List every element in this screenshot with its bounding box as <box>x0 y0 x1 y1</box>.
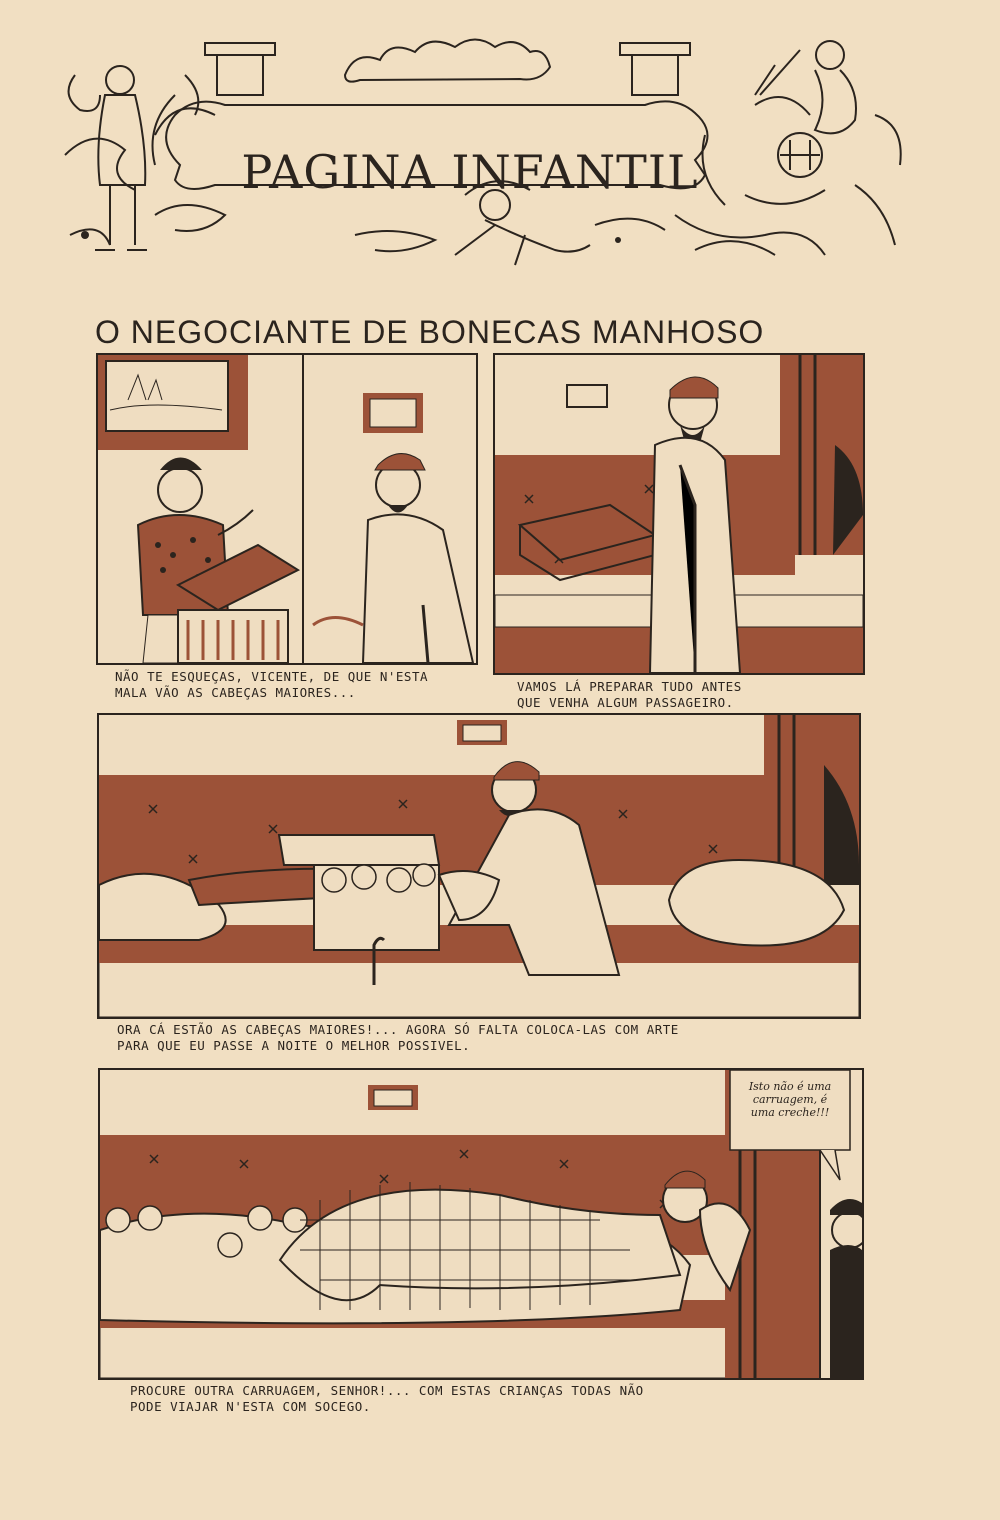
bubble-line: carruagem, é <box>752 1093 828 1106</box>
caption-line: PARA QUE EU PASSE A NOITE O MELHOR POSSIVEL. <box>117 1038 471 1053</box>
panel-1-illustration-icon <box>98 355 476 663</box>
caption-line: QUE VENHA ALGUM PASSAGEIRO. <box>517 695 734 710</box>
comic-panel-2 <box>493 353 865 675</box>
panel-4-caption <box>130 1383 870 1415</box>
bubble-line: Isto não é uma <box>748 1080 832 1093</box>
header-title: PAGINA INFANTIL <box>241 145 699 199</box>
panel-3-caption <box>117 1022 877 1054</box>
caption-line: NÃO TE ESQUEÇAS, VICENTE, DE QUE N'ESTA <box>115 669 428 684</box>
panel-2-caption <box>517 679 857 711</box>
comic-panel-4 <box>98 1068 864 1380</box>
panel-3-illustration-icon <box>99 715 859 1017</box>
caption-line: ORA CÁ ESTÃO AS CABEÇAS MAIORES!... AGORA SÓ FALTA COLOCA-LAS COM ARTE <box>117 1022 679 1037</box>
panel-1-caption <box>115 669 495 701</box>
comic-panel-3 <box>97 713 861 1019</box>
speech-bubble <box>732 1072 848 1148</box>
caption-line: VAMOS LÁ PREPARAR TUDO ANTES <box>517 679 742 694</box>
caption-line: MALA VÃO AS CABEÇAS MAIORES... <box>115 685 356 700</box>
page-header <box>55 35 915 280</box>
caption-line: PODE VIAJAR N'ESTA COM SOCEGO. <box>130 1399 371 1414</box>
bubble-line: uma creche!!! <box>750 1106 830 1119</box>
story-title: O NEGOCIANTE DE BONECAS MANHOSO <box>95 314 765 350</box>
comic-panel-1 <box>96 353 478 665</box>
panel-2-illustration-icon <box>495 355 863 673</box>
caption-line: PROCURE OUTRA CARRUAGEM, SENHOR!... COM ESTAS CRIANÇAS TODAS NÃO <box>130 1383 644 1398</box>
